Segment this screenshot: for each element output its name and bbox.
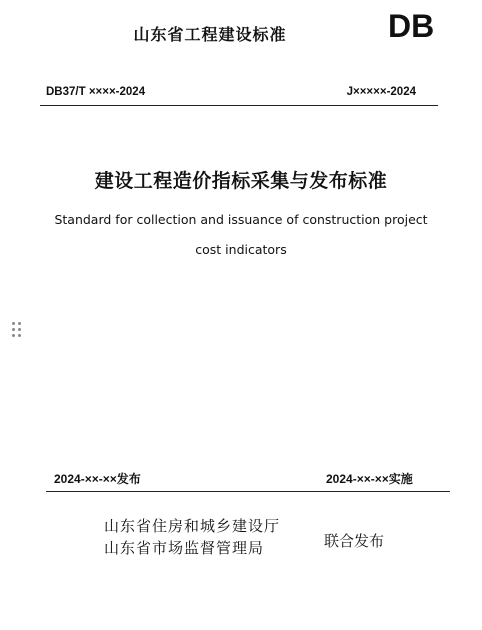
issuer-line-1: 山东省住房和城乡建设厅: [104, 517, 281, 535]
issuer-block: [104, 515, 280, 559]
publish-date: 2024-××-××发布: [54, 472, 141, 486]
document-title-en: [40, 205, 442, 265]
bottom-divider: [46, 491, 450, 492]
implement-date: 2024-××-××实施: [326, 472, 413, 486]
joint-issue-label: 联合发布: [324, 532, 385, 550]
top-divider: [40, 105, 438, 106]
drag-handle-icon[interactable]: [12, 322, 22, 340]
record-number: J×××××-2024: [346, 86, 416, 98]
title-en-line-2: cost indicators: [195, 242, 287, 257]
db-logo: DB: [388, 8, 435, 44]
title-en-line-1: Standard for collection and issuance of construction project: [54, 212, 428, 227]
issuer-line-2: 山东省市场监督管理局: [104, 539, 265, 557]
header-title: 山东省工程建设标准: [133, 25, 287, 44]
standard-number: DB37/T ××××-2024: [46, 86, 146, 98]
document-title-cn: 建设工程造价指标采集与发布标准: [94, 170, 388, 192]
